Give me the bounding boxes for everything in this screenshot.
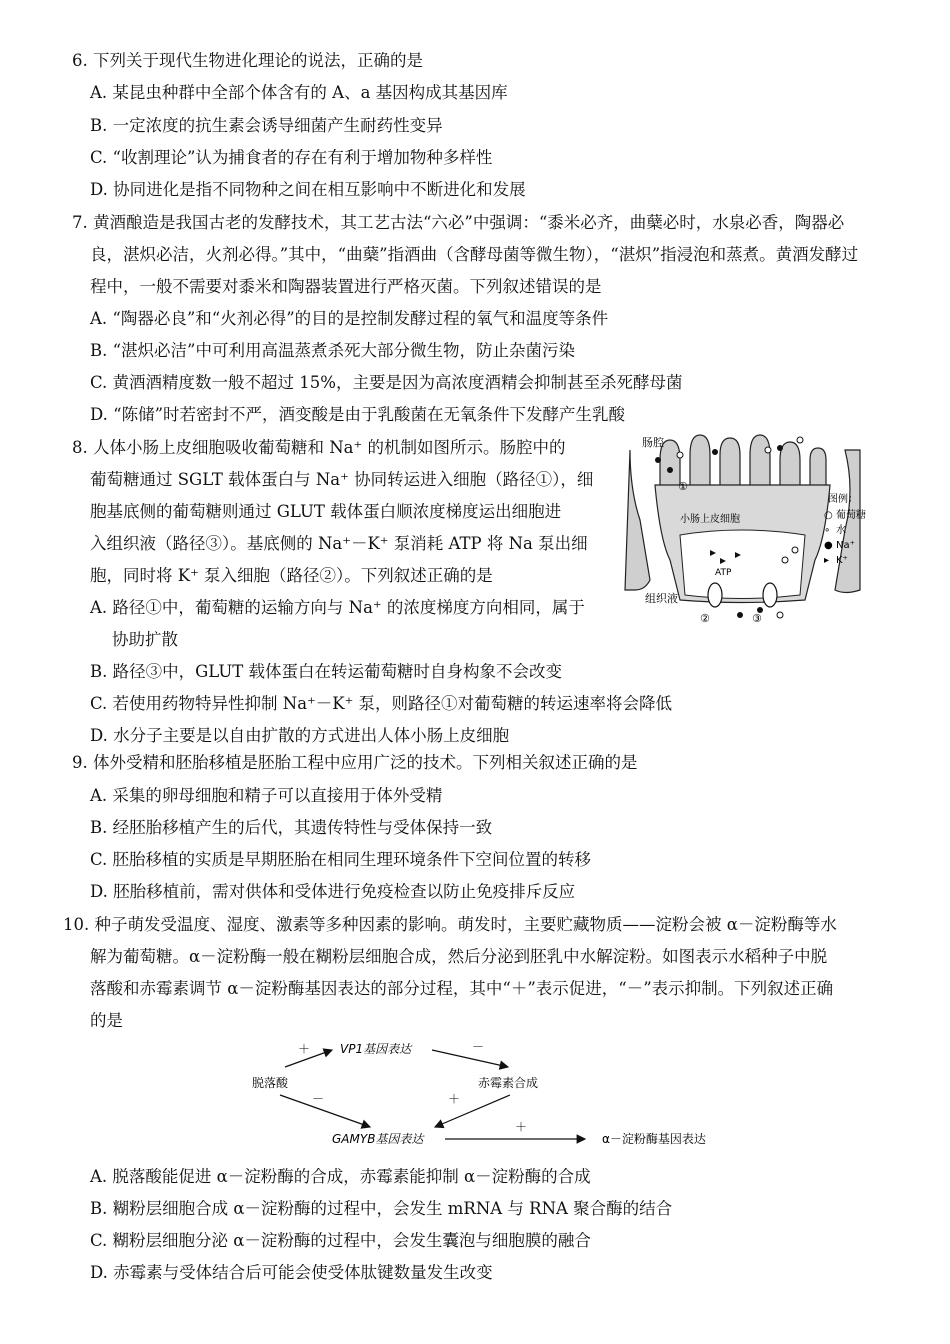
vp1-expression-node: VP1基因表达 — [340, 1042, 412, 1056]
ga-to-gamyb-arrow — [435, 1095, 510, 1127]
q8-stem-line-2: 葡萄糖通过 SGLT 载体蛋白与 Na⁺ 协同转运进入细胞（路径①），细 — [90, 470, 594, 489]
q9-option-d: D. 胚胎移植前，需对供体和受体进行免疫检查以防止免疫排斥反应 — [90, 882, 576, 901]
left-cell-edge — [625, 450, 650, 590]
glucose-dot — [797, 437, 803, 443]
legend-symbol-k: ▸ — [824, 555, 830, 566]
q7-stem-line-2: 良，湛炽必洁，火剂必得。”其中，“曲蘖”指酒曲（含酵母菌等微生物），“湛炽”指浸泡和蒸煮。黄酒发酵过 — [90, 245, 859, 264]
plus-sign-1: ＋ — [298, 1042, 311, 1056]
legend-glucose: 葡萄糖 — [836, 510, 866, 521]
minus-sign-1: － — [472, 1040, 485, 1054]
q6-stem: 6. 下列关于现代生物进化理论的说法，正确的是 — [72, 51, 423, 70]
legend-water: 水 — [836, 525, 846, 536]
right-cell-edge — [835, 450, 860, 593]
intestinal-cell-transport-figure — [620, 430, 882, 630]
legend-na: Na⁺ — [836, 540, 855, 551]
q6-option-b: B. 一定浓度的抗生素会诱导细菌产生耐药性变异 — [90, 116, 443, 135]
q9-option-c: C. 胚胎移植的实质是早期胚胎在相同生理环境条件下空间位置的转移 — [90, 850, 592, 869]
q7-stem-line-3: 程中，一般不需要对黍米和陶器装置进行严格灭菌。下列叙述错误的是 — [90, 277, 602, 296]
legend-symbol-na: ● — [824, 540, 833, 551]
na-k-pump — [708, 583, 722, 607]
q10-option-b: B. 糊粉层细胞合成 α－淀粉酶的过程中，会发生 mRNA 与 RNA 聚合酶的结合 — [90, 1199, 673, 1218]
glut-carrier — [763, 583, 777, 607]
q8-stem-line-1: 8. 人体小肠上皮细胞吸收葡萄糖和 Na⁺ 的机制如图所示。肠腔中的 — [72, 438, 566, 457]
q9-stem: 9. 体外受精和胚胎移植是胚胎工程中应用广泛的技术。下列相关叙述正确的是 — [72, 753, 638, 772]
q8-stem-line-4: 入组织液（路径③）。基底侧的 Na⁺－K⁺ 泵消耗 ATP 将 Na 泵出细 — [90, 534, 588, 553]
minus-sign-2: － — [312, 1092, 325, 1106]
glucose-dot — [765, 447, 771, 453]
q8-option-d: D. 水分子主要是以自由扩散的方式进出人体小肠上皮细胞 — [90, 726, 510, 745]
path-2-label: ② — [700, 612, 710, 625]
q10-option-c: C. 糊粉层细胞分泌 α－淀粉酶的过程中，会发生囊泡与细胞膜的融合 — [90, 1231, 591, 1250]
gibberellin-synthesis-node: 赤霉素合成 — [478, 1076, 539, 1090]
q10-stem-line-2: 解为葡萄糖。α－淀粉酶一般在糊粉层细胞合成，然后分泌到胚乳中水解淀粉。如图表示水稻种子中脱 — [90, 947, 828, 966]
q8-option-a: A. 路径①中，葡萄糖的运输方向与 Na⁺ 的浓度梯度方向相同，属于 — [90, 598, 585, 617]
na-ion-dot — [737, 612, 743, 618]
q7-stem-line-1: 7. 黄酒酿造是我国古老的发酵技术，其工艺古法“六必”中强调：“黍米必齐，曲蘖必时，水泉必香，陶器必 — [72, 213, 845, 232]
q8-stem-line-3: 胞基底侧的葡萄糖则通过 GLUT 载体蛋白顺浓度梯度运出细胞进 — [90, 502, 562, 521]
glucose-dot — [677, 452, 683, 458]
legend-k: K⁺ — [836, 555, 848, 566]
q10-stem-line-3: 落酸和赤霉素调节 α－淀粉酶基因表达的部分过程，其中“＋”表示促进，“－”表示抑制。下列叙述正确 — [90, 979, 834, 998]
microvillus — [780, 442, 800, 490]
na-ion-dot — [712, 449, 718, 455]
q10-stem-line-4: 的是 — [90, 1011, 123, 1030]
path-3-label: ③ — [752, 612, 762, 625]
q10-option-a: A. 脱落酸能促进 α－淀粉酶的合成，赤霉素能抑制 α－淀粉酶的合成 — [90, 1167, 591, 1186]
q10-stem-line-1: 10. 种子萌发受温度、湿度、激素等多种因素的影响。萌发时，主要贮藏物质——淀粉会被 α－淀粉酶等水 — [63, 915, 837, 934]
glucose-dot — [792, 547, 798, 553]
glucose-dot — [782, 557, 788, 563]
gamyb-expression-node: GAMYB基因表达 — [332, 1132, 424, 1146]
q7-option-c: C. 黄酒酒精度数一般不超过 15%，主要是因为高浓度酒精会抑制甚至杀死酵母菌 — [90, 373, 683, 392]
abscisic-acid-node: 脱落酸 — [252, 1076, 289, 1090]
vp1-to-ga-arrow — [432, 1050, 508, 1067]
q8-option-c: C. 若使用药物特异性抑制 Na⁺－K⁺ 泵，则路径①对葡萄糖的转运速率将会降低 — [90, 694, 673, 713]
lumen-label: 肠腔 — [642, 436, 664, 449]
q6-option-c: C. “收割理论”认为捕食者的存在有利于增加物种多样性 — [90, 148, 493, 167]
atp-label: ATP — [715, 568, 732, 578]
legend-symbol-water: ∘ — [824, 525, 831, 536]
q7-option-a: A. “陶器必良”和“火剂必得”的目的是控制发酵过程的氧气和温度等条件 — [90, 309, 609, 328]
na-ion-dot — [655, 457, 661, 463]
microvillus — [720, 438, 740, 490]
q9-option-b: B. 经胚胎移植产生的后代，其遗传特性与受体保持一致 — [90, 818, 493, 837]
q7-option-b: B. “湛炽必洁”中可利用高温蒸煮杀死大部分微生物，防止杂菌污染 — [90, 341, 575, 360]
q8-stem-line-5: 胞，同时将 K⁺ 泵入细胞（路径②）。下列叙述正确的是 — [90, 566, 493, 585]
q8-option-a-cont: 协助扩散 — [112, 630, 178, 649]
amylase-expression-node: α－淀粉酶基因表达 — [602, 1132, 706, 1146]
path-1-label: ① — [678, 480, 688, 493]
glucose-dot — [777, 612, 783, 618]
legend-symbol-glucose: ○ — [824, 510, 833, 521]
na-ion-dot — [667, 467, 673, 473]
q9-option-a: A. 采集的卵母细胞和精子可以直接用于体外受精 — [90, 786, 443, 805]
tissue-fluid-label: 组织液 — [645, 592, 678, 605]
q6-option-a: A. 某昆虫种群中全部个体含有的 A、a 基因构成其基因库 — [90, 83, 508, 102]
microvillus — [690, 435, 710, 490]
cell-label: 小肠上皮细胞 — [680, 514, 740, 525]
basal-compartment — [680, 530, 805, 599]
na-ion-dot — [777, 445, 783, 451]
legend-title: 图例： — [828, 494, 858, 505]
microvillus — [750, 435, 770, 490]
q7-option-d: D. “陈储”时若密封不严，酒变酸是由于乳酸菌在无氧条件下发酵产生乳酸 — [90, 405, 626, 424]
plus-sign-2: ＋ — [448, 1092, 461, 1106]
q8-option-b: B. 路径③中，GLUT 载体蛋白在转运葡萄糖时自身构象不会改变 — [90, 662, 563, 681]
q10-option-d: D. 赤霉素与受体结合后可能会使受体肽键数量发生改变 — [90, 1263, 493, 1282]
plus-sign-3: ＋ — [515, 1120, 528, 1134]
q6-option-d: D. 协同进化是指不同物种之间在相互影响中不断进化和发展 — [90, 180, 526, 199]
hormone-regulation-diagram — [240, 1035, 740, 1153]
aba-to-gamyb-arrow — [280, 1095, 370, 1127]
